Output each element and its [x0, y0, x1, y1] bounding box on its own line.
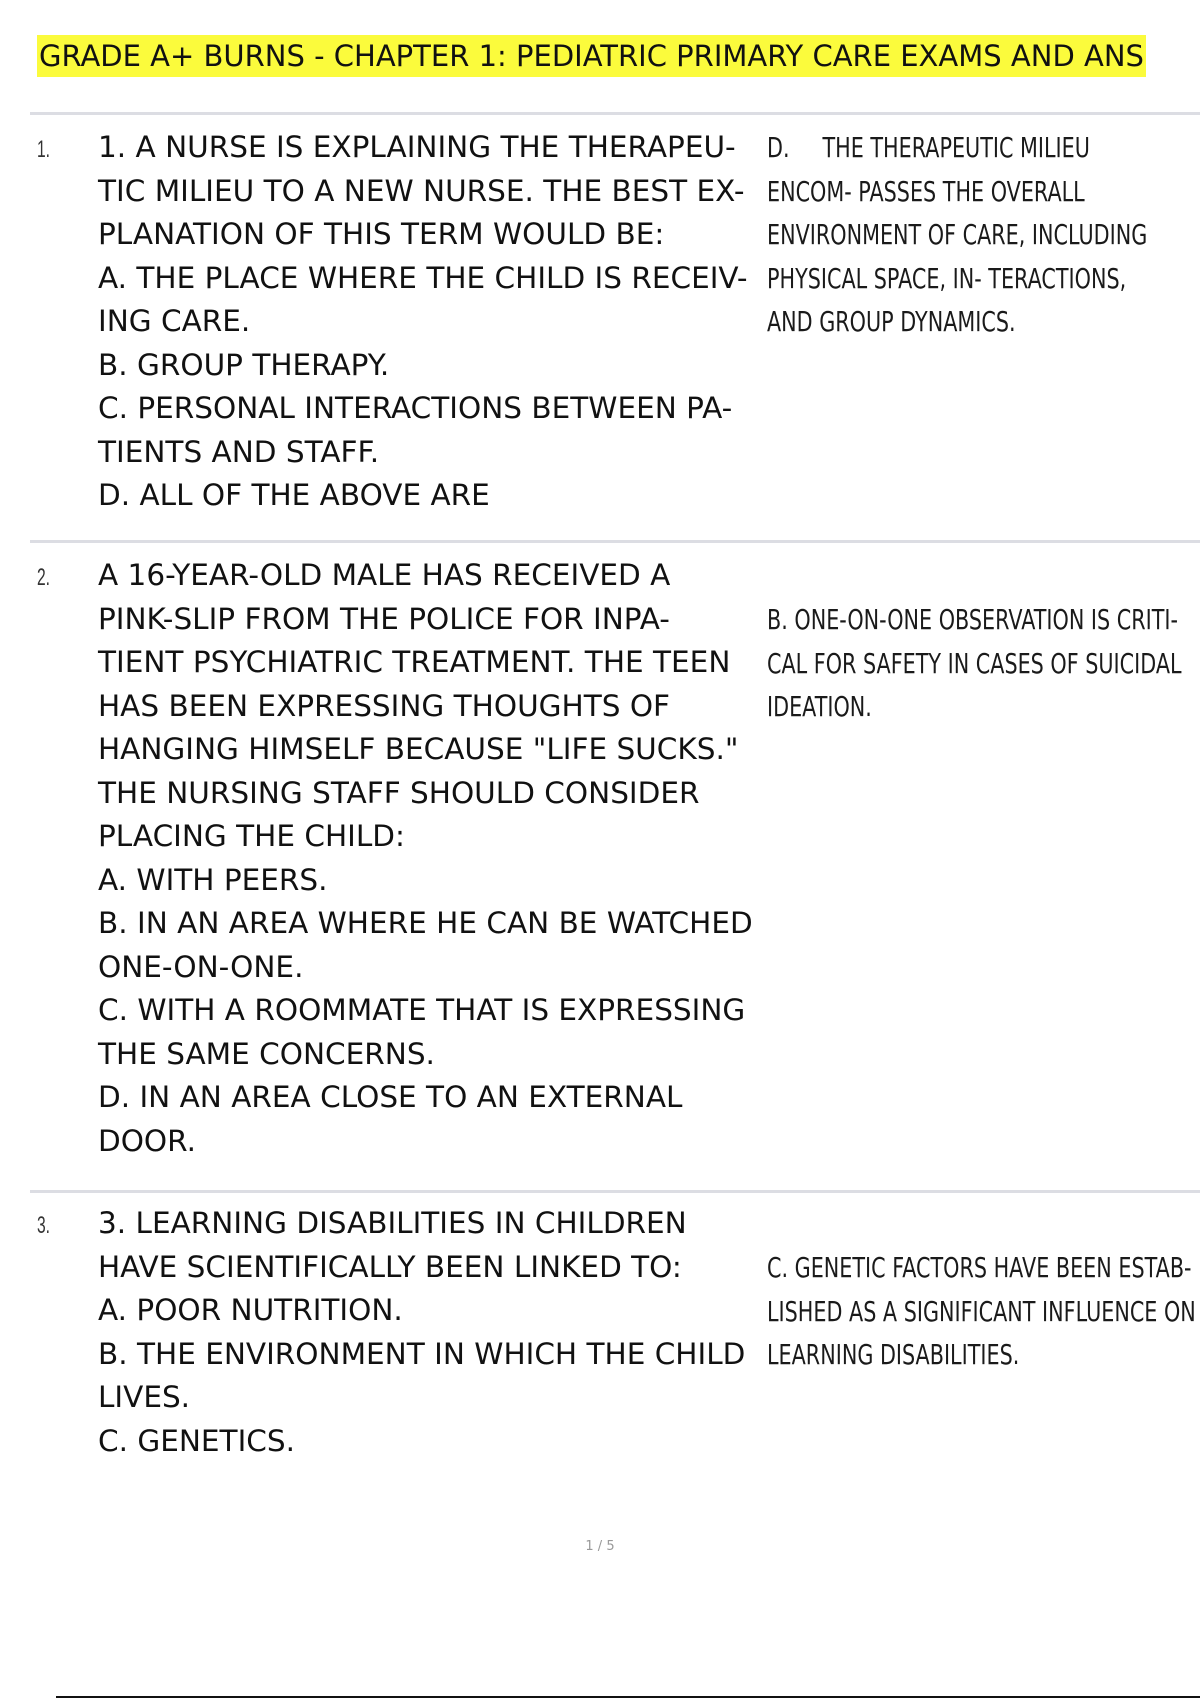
question-text: [98, 126, 758, 518]
answer-line: D. THE THERAPEUTIC MILIEU: [767, 131, 1090, 164]
document-title: GRADE A+ BURNS - CHAPTER 1: PEDIATRIC PRIMARY CARE EXAMS AND ANS: [37, 35, 1146, 77]
question-line: C. GENETICS.: [98, 1423, 295, 1458]
question-line: THE SAME CONCERNS.: [98, 1036, 435, 1071]
question-line: PLACING THE CHILD:: [98, 819, 405, 853]
question-line: A 16-YEAR-OLD MALE HAS RECEIVED A: [98, 558, 671, 592]
answer-line: AND GROUP DYNAMICS.: [767, 305, 1016, 338]
answer-line: LEARNING DISABILITIES.: [767, 1338, 1020, 1371]
question-line: B. IN AN AREA WHERE HE CAN BE WATCHED: [98, 906, 753, 940]
question-number: 3.: [37, 1212, 51, 1239]
question-line: C. WITH A ROOMMATE THAT IS EXPRESSING: [98, 993, 746, 1027]
footer-divider: [56, 1696, 1200, 1698]
question-line: B. THE ENVIRONMENT IN WHICH THE CHILD: [98, 1336, 746, 1371]
question-line: PINK-SLIP FROM THE POLICE FOR INPA-: [98, 601, 670, 636]
answer-text: [767, 598, 1182, 729]
question-line: A. WITH PEERS.: [98, 862, 328, 897]
question-line: 1. A NURSE IS EXPLAINING THE THERAPEU-: [98, 130, 736, 164]
answer-line: ENCOM- PASSES THE OVERALL: [767, 174, 1085, 208]
question-line: THE NURSING STAFF SHOULD CONSIDER: [98, 775, 700, 810]
question-line: A. THE PLACE WHERE THE CHILD IS RECEIV-: [98, 260, 748, 295]
question-number: 2.: [37, 564, 51, 591]
question-line: TIC MILIEU TO A NEW NURSE. THE BEST EX-: [98, 173, 745, 208]
answer-line: LISHED AS A SIGNIFICANT INFLUENCE ON: [767, 1294, 1196, 1328]
question-line: HAS BEEN EXPRESSING THOUGHTS OF: [98, 688, 671, 723]
answer-line: IDEATION.: [767, 690, 872, 723]
question-line: B. GROUP THERAPY.: [98, 347, 390, 382]
question-line: A. POOR NUTRITION.: [98, 1293, 403, 1327]
question-number: 1.: [37, 136, 51, 163]
answer-line: CAL FOR SAFETY IN CASES OF SUICIDAL: [767, 646, 1182, 680]
page-number: 1 / 5: [585, 1539, 615, 1554]
question-line: D. ALL OF THE ABOVE ARE: [98, 478, 490, 512]
question-line: DOOR.: [98, 1123, 196, 1158]
answer-line: C. GENETIC FACTORS HAVE BEEN ESTAB-: [767, 1251, 1192, 1284]
answer-text: [767, 1246, 1196, 1377]
question-line: HANGING HIMSELF BECAUSE "LIFE SUCKS.": [98, 732, 739, 766]
question-line: PLANATION OF THIS TERM WOULD BE:: [98, 217, 665, 251]
divider: [30, 1190, 1200, 1193]
answer-text: [767, 126, 1147, 344]
question-line: ONE-ON-ONE.: [98, 949, 304, 984]
question-text: [98, 554, 758, 1163]
question-line: 3. LEARNING DISABILITIES IN CHILDREN: [98, 1206, 687, 1240]
answer-line: ENVIRONMENT OF CARE, INCLUDING: [767, 218, 1148, 251]
question-line: D. IN AN AREA CLOSE TO AN EXTERNAL: [98, 1080, 683, 1114]
question-line: C. PERSONAL INTERACTIONS BETWEEN PA-: [98, 391, 733, 425]
answer-line: B. ONE-ON-ONE OBSERVATION IS CRITI-: [767, 603, 1179, 636]
question-line: LIVES.: [98, 1380, 191, 1414]
divider: [30, 112, 1200, 115]
question-line: HAVE SCIENTIFICALLY BEEN LINKED TO:: [98, 1249, 682, 1284]
question-text: [98, 1202, 758, 1463]
divider: [30, 540, 1200, 543]
question-line: ING CARE.: [98, 304, 251, 338]
question-line: TIENT PSYCHIATRIC TREATMENT. THE TEEN: [98, 645, 731, 679]
answer-line: PHYSICAL SPACE, IN- TERACTIONS,: [767, 261, 1127, 295]
question-line: TIENTS AND STAFF.: [98, 434, 380, 469]
